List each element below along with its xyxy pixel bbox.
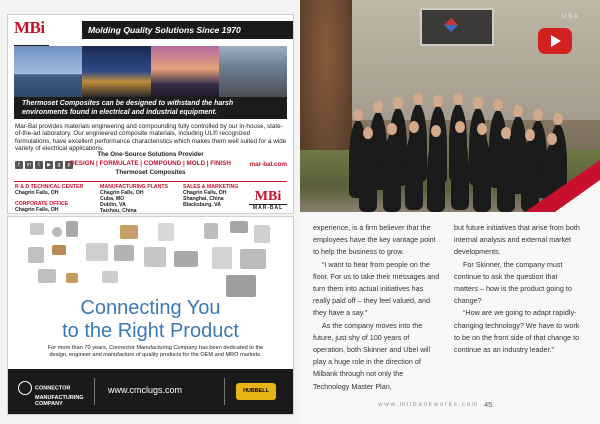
employee-figure bbox=[427, 136, 445, 212]
employee-head bbox=[477, 123, 487, 135]
article-column-2 bbox=[454, 222, 580, 356]
mbi-logo bbox=[14, 19, 70, 43]
article-paragraph: but future initiatives that arise from both internal analysis and external market developments. bbox=[454, 223, 580, 257]
address-line: Blacksburg, VA bbox=[183, 202, 221, 208]
photo-caption: Thermoset Composites can be designed to withstand the harsh environments found in electrical and industrial equipment. bbox=[14, 97, 287, 119]
employee-head bbox=[513, 105, 523, 117]
address-line: Cuba, MO bbox=[100, 196, 125, 202]
employee-head bbox=[409, 121, 419, 133]
lug-icon bbox=[212, 247, 232, 269]
city-skyline-photo bbox=[82, 46, 150, 97]
solar-panel-photo bbox=[14, 46, 82, 97]
employee-head bbox=[533, 109, 543, 121]
employee-head bbox=[455, 121, 465, 133]
logo-subtext: MAR-BAL bbox=[249, 204, 287, 211]
thermoset-line: Thermoset Composites bbox=[115, 169, 186, 176]
solutions-provider-line: The One-Source Solutions Provider bbox=[97, 151, 204, 158]
employee-head bbox=[353, 109, 363, 121]
address-column-2 bbox=[100, 184, 168, 214]
logo-text: MBi bbox=[14, 18, 45, 37]
cmc-logo bbox=[18, 381, 84, 407]
pinterest-icon[interactable]: p bbox=[65, 161, 73, 169]
footer-divider bbox=[224, 378, 225, 405]
hubbell-logo: HUBBELL bbox=[236, 383, 276, 400]
employee-figure bbox=[473, 134, 491, 212]
cmclugs-website-link[interactable]: www.cmclugs.com bbox=[108, 385, 183, 395]
address-line: Chagrin Falls, OH bbox=[100, 190, 144, 196]
team-photo bbox=[300, 0, 600, 212]
lug-icon bbox=[30, 223, 44, 235]
address-heading: CORPORATE OFFICE bbox=[15, 201, 69, 207]
headline-line-1: Connecting You bbox=[80, 297, 221, 319]
employee-head bbox=[453, 93, 463, 105]
employee-head bbox=[387, 123, 397, 135]
ad-paragraph: Mar-Bal provides materials engineering and compounding fully controlled by our in-house, state-of-the-art laboratory. Our engineered composite materials, including UL® recognized formulations, have excellent performance characteristics which makes them well suited for a wide variety of electrical applications. bbox=[15, 123, 287, 152]
mbi-logo-small bbox=[249, 189, 287, 213]
building-window bbox=[420, 8, 494, 46]
services-line: DESIGN | FORMULATE | COMPOUND | MOLD | FINISH bbox=[70, 160, 231, 167]
lug-icon bbox=[120, 225, 138, 239]
address-line: Taizhou, China bbox=[100, 208, 137, 214]
article-paragraph: “How are we going to adapt rapidly-changing technology? We have to work to be on the front side of that change to continue as an industry leader.” bbox=[454, 308, 580, 355]
employee-figure bbox=[451, 132, 469, 210]
address-line: Dublin, VA bbox=[100, 202, 126, 208]
employee-head bbox=[363, 127, 373, 139]
lug-icon bbox=[158, 223, 174, 241]
lug-icon bbox=[226, 275, 256, 297]
employee-head bbox=[373, 101, 383, 113]
employee-head bbox=[473, 97, 483, 109]
employee-head bbox=[431, 125, 441, 137]
ad-subtext: For more than 70 years, Connector Manufacturing Company has been dedicated to the design, engineer and manufacture of quality products for the OEM and MRO markets. bbox=[47, 345, 264, 358]
lug-icon bbox=[28, 247, 44, 263]
photo-strip bbox=[14, 46, 287, 97]
lug-icon bbox=[144, 247, 166, 267]
tagline-band: Molding Quality Solutions Since 1970 bbox=[82, 21, 293, 39]
lug-icon bbox=[86, 243, 108, 261]
lug-icon bbox=[52, 227, 62, 237]
industrial-equipment-photo bbox=[219, 46, 287, 97]
cmc-logo-mark-icon bbox=[18, 381, 32, 395]
lug-icon bbox=[114, 245, 134, 261]
linkedin-icon[interactable]: in bbox=[25, 161, 33, 169]
logo-text: CONNECTOR bbox=[35, 385, 71, 392]
red-divider bbox=[14, 181, 287, 182]
lug-icon bbox=[102, 271, 118, 283]
employee-figure bbox=[497, 138, 515, 212]
employee-figure bbox=[359, 138, 377, 212]
mar-bal-website-link[interactable]: mar-bal.com bbox=[249, 161, 287, 168]
lug-icon bbox=[52, 245, 66, 255]
lug-icon bbox=[38, 269, 56, 283]
logo-text: MBi bbox=[254, 189, 282, 204]
address-line: Shanghai, China bbox=[183, 196, 224, 202]
lug-icon bbox=[240, 249, 266, 269]
employee-head bbox=[501, 127, 511, 139]
lug-icon bbox=[66, 273, 78, 283]
address-heading: MANUFACTURING PLANTS bbox=[100, 184, 169, 190]
employee-head bbox=[413, 93, 423, 105]
usa-label: USA bbox=[561, 14, 580, 20]
employee-head bbox=[493, 99, 503, 111]
sunset-skyline-photo bbox=[151, 46, 219, 97]
address-heading: SALES & MARKETING bbox=[183, 184, 239, 190]
employee-head bbox=[525, 129, 535, 141]
address-line: Chagrin Falls, OH bbox=[15, 190, 59, 196]
address-line: Chagrin Falls, OH bbox=[183, 190, 227, 196]
article-paragraph: “I want to hear from people on the floor. For us to take their messages and turn them into actual initiatives has really paid off – they feel valued, and they have a say.” bbox=[313, 259, 440, 318]
google-icon[interactable]: g bbox=[55, 161, 63, 169]
footer-divider bbox=[94, 378, 95, 405]
lug-icon bbox=[254, 225, 270, 243]
address-heading: R & D TECHNICAL CENTER bbox=[15, 184, 84, 190]
address-column-1 bbox=[15, 184, 83, 213]
employee-head bbox=[547, 133, 557, 145]
logo-text: MANUFACTURING bbox=[35, 395, 84, 401]
employee-head bbox=[393, 97, 403, 109]
article-paragraph: For Skinner, the company must continue to ask the question that matters – how is the product going to change? bbox=[454, 259, 572, 306]
employee-head bbox=[433, 95, 443, 107]
employee-figure bbox=[383, 134, 401, 212]
mar-bal-advertisement bbox=[7, 14, 294, 214]
article-paragraph: As the company moves into the future, just shy of 100 years of operation, both Skinner and Ubel will play a huge role in the direction of Milbank through not only the Technology Master Plan, bbox=[313, 320, 431, 391]
twitter-icon[interactable]: t bbox=[35, 161, 43, 169]
facebook-icon[interactable]: f bbox=[15, 161, 23, 169]
employee-head bbox=[553, 113, 563, 125]
employee-figure bbox=[405, 132, 423, 210]
address-column-3 bbox=[183, 184, 238, 208]
connector-manufacturing-advertisement bbox=[7, 216, 294, 415]
lug-icon bbox=[204, 223, 218, 239]
youtube-play-button[interactable] bbox=[538, 28, 572, 54]
footer-website[interactable]: www.milbankworks.com bbox=[378, 401, 479, 408]
logo-text: COMPANY bbox=[35, 401, 63, 407]
lug-icon bbox=[174, 251, 198, 267]
red-corner-accent bbox=[525, 150, 600, 212]
article-paragraph: experience, is a firm believer that the employees have the key vantage point to help the business to grow. bbox=[313, 223, 436, 257]
page-number: 45 bbox=[484, 400, 493, 409]
address-line: Chagrin Falls, OH bbox=[15, 207, 59, 213]
article-column-1 bbox=[313, 222, 441, 393]
lug-icon bbox=[230, 221, 248, 233]
lug-icon bbox=[66, 221, 78, 237]
headline-line-2: to the Right Product bbox=[62, 320, 239, 342]
right-page bbox=[300, 0, 600, 424]
ad-footer-bar bbox=[8, 369, 293, 414]
youtube-icon[interactable]: ▶ bbox=[45, 161, 53, 169]
